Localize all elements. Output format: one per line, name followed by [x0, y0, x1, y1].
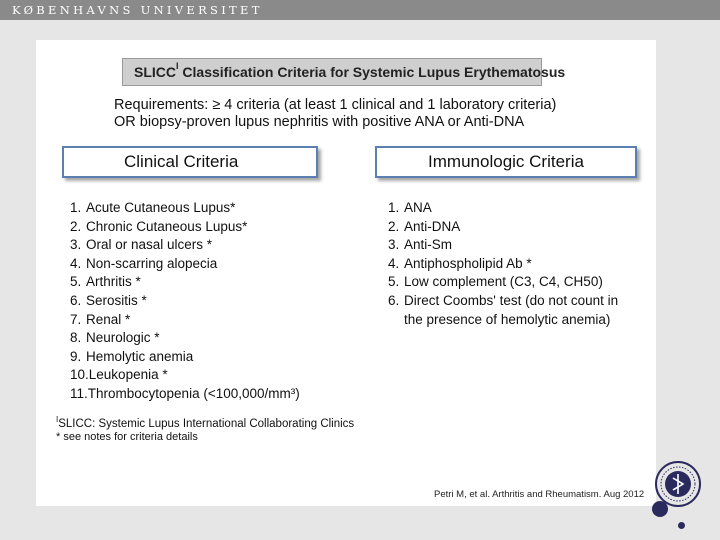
header-bar	[0, 0, 720, 20]
requirements-line-1: Requirements: ≥ 4 criteria (at least 1 clinical and 1 laboratory criteria)	[114, 97, 557, 113]
immunologic-item	[388, 236, 618, 255]
list-text: Non-scarring alopecia	[86, 255, 218, 271]
immunologic-item	[388, 273, 618, 292]
list-text: Direct Coombs' test (do not count in	[404, 292, 619, 308]
clinical-item	[70, 329, 300, 348]
clinical-item	[70, 218, 300, 237]
list-text: Renal *	[86, 311, 131, 327]
immunologic-criteria-list	[388, 199, 618, 329]
list-text: Anti-DNA	[404, 218, 461, 234]
list-number: 4.	[70, 255, 82, 271]
list-text: Hemolytic anemia	[86, 348, 194, 364]
clinical-item	[70, 311, 300, 330]
list-text: ANA	[404, 200, 432, 215]
footnote-superscript: I	[56, 415, 59, 424]
list-number: 6.	[388, 292, 400, 308]
list-text: Anti-Sm	[404, 237, 453, 253]
list-text: Serositis *	[86, 292, 147, 308]
list-number: 7.	[70, 311, 82, 327]
clinical-criteria-list	[70, 199, 300, 404]
title-superscript: I	[176, 61, 179, 72]
immunologic-item	[388, 292, 618, 329]
list-number: 8.	[70, 330, 82, 346]
clinical-item	[70, 366, 300, 385]
list-number: 5.	[70, 274, 82, 290]
list-text: Chronic Cutaneous Lupus*	[86, 218, 248, 234]
list-text: Leukopenia *	[88, 367, 168, 383]
list-number: 6.	[70, 292, 82, 308]
list-number: 2.	[70, 218, 82, 234]
list-number: 10.	[70, 367, 89, 383]
list-number: 4.	[388, 255, 400, 271]
list-text: Antiphospholipid Ab *	[404, 255, 532, 271]
requirements-line-2: OR biopsy-proven lupus nephritis with positive ANA or Anti-DNA	[114, 114, 525, 130]
list-text: Arthritis *	[86, 274, 141, 290]
footnote-text: SLICC: Systemic Lupus International Collaborating Clinics	[58, 417, 355, 430]
clinical-item	[70, 273, 300, 292]
immunologic-item	[388, 218, 618, 237]
list-number: 1.	[70, 200, 82, 215]
list-text: Thrombocytopenia (<100,000/mm³)	[87, 385, 300, 401]
list-number: 5.	[388, 274, 400, 290]
clinical-item	[70, 385, 300, 404]
clinical-item	[70, 236, 300, 255]
list-text: Oral or nasal ulcers *	[86, 237, 213, 253]
immunologic-item	[388, 199, 618, 218]
decorative-dot-small	[678, 522, 685, 529]
title-main: SLICC	[134, 64, 176, 80]
list-text: Acute Cutaneous Lupus*	[86, 200, 236, 215]
clinical-criteria-header: Clinical Criteria	[62, 146, 318, 178]
clinical-item	[70, 348, 300, 367]
requirements	[114, 97, 634, 131]
list-text: Low complement (C3, C4, CH50)	[404, 274, 603, 290]
list-number: 9.	[70, 348, 82, 364]
list-number: 11.	[70, 385, 88, 401]
slide-title	[122, 58, 566, 86]
list-text: Neurologic *	[86, 330, 160, 346]
list-number: 3.	[70, 237, 82, 253]
immunologic-item	[388, 255, 618, 274]
decorative-dot-large	[652, 501, 668, 517]
list-number: 1.	[388, 200, 400, 215]
citation: Petri M, et al. Arthritis and Rheumatism. Aug 2012	[434, 489, 645, 500]
title-rest: Classification Criteria for Systemic Lupus Erythematosus	[178, 64, 566, 80]
slicc-footnote	[56, 415, 354, 430]
slide	[36, 40, 656, 506]
immunologic-criteria-header: Immunologic Criteria	[375, 146, 637, 178]
clinical-item	[70, 199, 300, 218]
list-number: 3.	[388, 237, 400, 253]
clinical-item	[70, 292, 300, 311]
clinical-item	[70, 255, 300, 274]
list-text-continuation: the presence of hemolytic anemia)	[404, 311, 611, 327]
list-number: 2.	[388, 218, 400, 234]
university-name: KØBENHAVNS UNIVERSITET	[12, 3, 263, 17]
notes-footnote: * see notes for criteria details	[56, 431, 198, 443]
